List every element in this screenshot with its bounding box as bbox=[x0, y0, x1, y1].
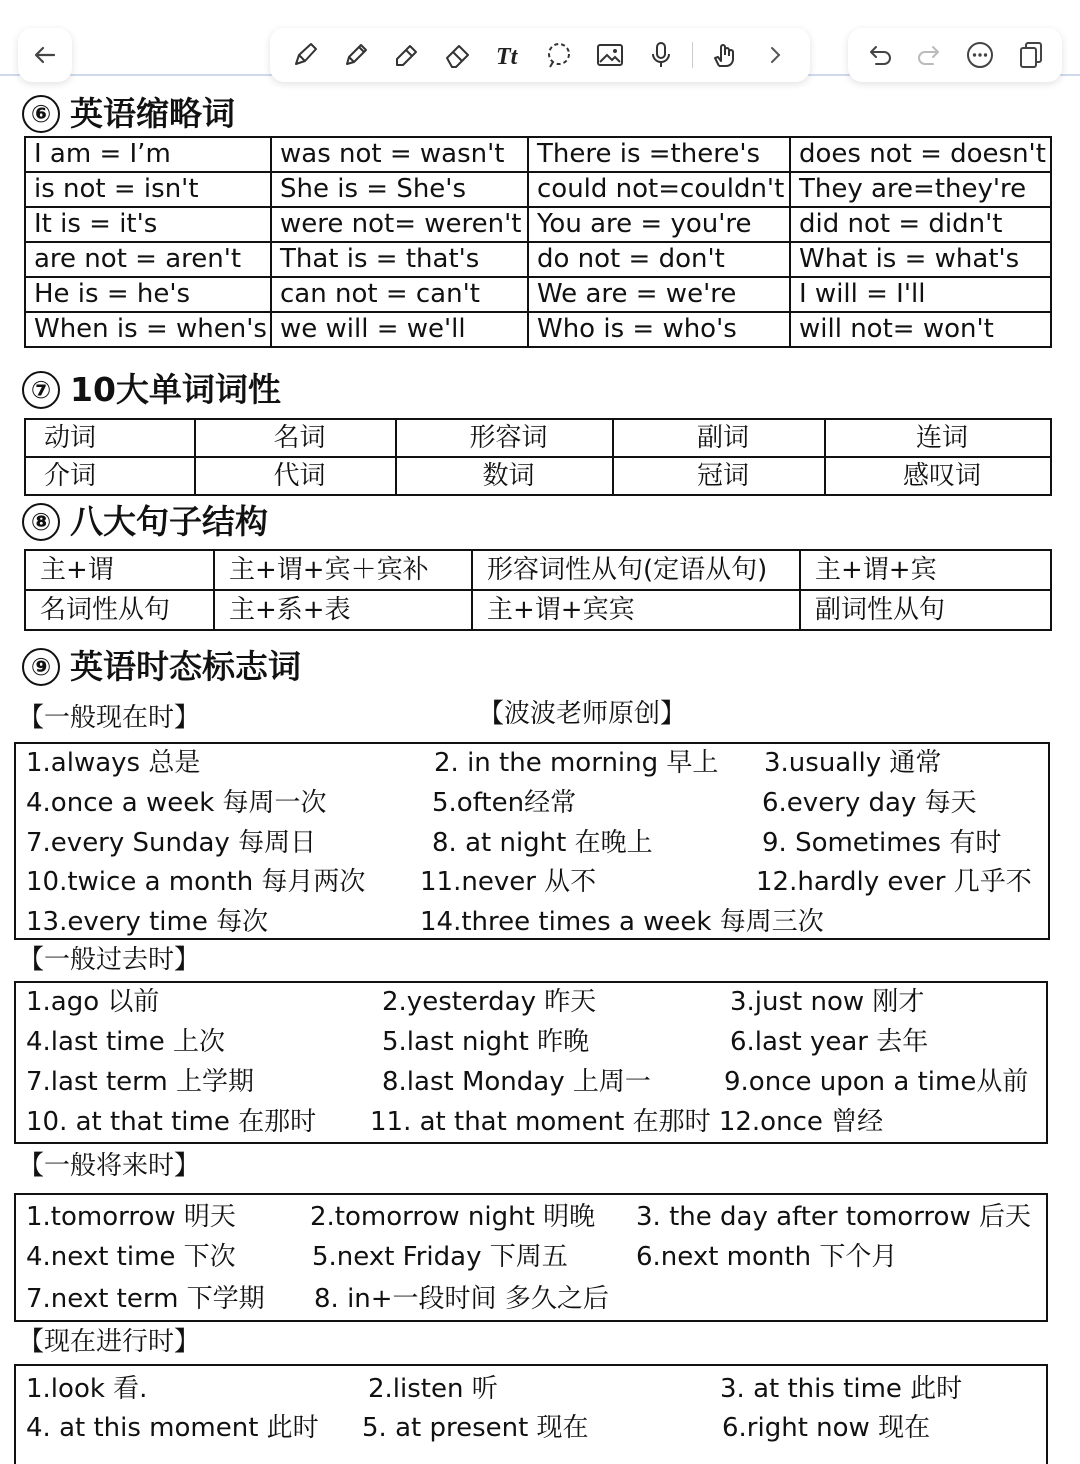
simple-past-item: 6.last year 去年 bbox=[730, 1027, 929, 1057]
structure-cell: 主+谓 bbox=[25, 550, 214, 590]
undo-icon[interactable] bbox=[859, 35, 899, 75]
present-continuous-box bbox=[14, 1364, 1048, 1464]
simple-present-box bbox=[14, 742, 1050, 940]
present-continuous-item: 5. at present 现在 bbox=[362, 1413, 589, 1443]
abbreviation-cell: Who is = who's bbox=[528, 312, 790, 347]
abbreviation-cell: She is = She's bbox=[271, 172, 528, 207]
simple-past-item: 1.ago 以前 bbox=[26, 987, 160, 1017]
structure-cell: 主+系+表 bbox=[214, 590, 472, 630]
section-number: ⑥ bbox=[22, 95, 60, 133]
word-class-cell: 名词 bbox=[195, 419, 396, 457]
present-continuous-item: 4. at this moment 此时 bbox=[26, 1413, 319, 1443]
simple-present-item: 3.usually 通常 bbox=[764, 748, 942, 778]
back-arrow-icon[interactable] bbox=[25, 35, 65, 75]
simple-future-label: 【一般将来时】 bbox=[18, 1151, 201, 1181]
simple-present-item: 2. in the morning 早上 bbox=[434, 748, 719, 778]
simple-present-item: 12.hardly ever 几乎不 bbox=[756, 867, 1032, 897]
simple-present-item: 4.once a week 每周一次 bbox=[26, 788, 327, 818]
simple-past-item: 9.once upon a time从前 bbox=[724, 1067, 1029, 1097]
simple-past-box bbox=[14, 981, 1048, 1144]
structure-cell: 主+谓+宾 bbox=[800, 550, 1051, 590]
section-title: 10大单词词性 bbox=[70, 370, 281, 409]
abbreviation-cell: do not = don't bbox=[528, 242, 790, 277]
svg-text:Tt: Tt bbox=[495, 44, 517, 70]
simple-present-item: 6.every day 每天 bbox=[762, 788, 977, 818]
simple-past-item: 2.yesterday 昨天 bbox=[382, 987, 597, 1017]
simple-present-item: 11.never 从不 bbox=[420, 867, 597, 897]
simple-future-item: 1.tomorrow 明天 bbox=[26, 1202, 236, 1232]
abbreviation-row bbox=[25, 137, 1051, 172]
text-tool-icon[interactable] bbox=[489, 35, 529, 75]
abbreviation-cell: will not= won't bbox=[790, 312, 1051, 347]
structure-cell: 主+谓+宾宾 bbox=[472, 590, 800, 630]
simple-future-item: 6.next month 下个月 bbox=[636, 1242, 898, 1272]
simple-past-label: 【一般过去时】 bbox=[18, 945, 201, 975]
section-number: ⑦ bbox=[22, 371, 60, 409]
word-class-cell: 连词 bbox=[825, 419, 1051, 457]
simple-future-item: 8. in+一段时间 多久之后 bbox=[314, 1284, 609, 1314]
abbreviation-cell: was not = wasn't bbox=[271, 137, 528, 172]
present-continuous-label: 【现在进行时】 bbox=[18, 1327, 201, 1357]
section-number: ⑧ bbox=[22, 503, 60, 541]
simple-past-item: 5.last night 昨晚 bbox=[382, 1027, 590, 1057]
sentence-structures-heading bbox=[22, 502, 268, 542]
abbreviation-row bbox=[25, 242, 1051, 277]
lasso-icon[interactable] bbox=[539, 35, 579, 75]
abbreviation-cell: They are=they're bbox=[790, 172, 1051, 207]
abbreviation-row bbox=[25, 172, 1051, 207]
redo-icon[interactable] bbox=[910, 35, 950, 75]
author-credit: 【波波老师原创】 bbox=[478, 699, 687, 729]
abbreviation-cell: were not= weren't bbox=[271, 207, 528, 242]
image-icon[interactable] bbox=[590, 35, 630, 75]
present-continuous-item: 2.listen 听 bbox=[368, 1374, 498, 1404]
parts-of-speech-table bbox=[24, 418, 1052, 496]
structure-row bbox=[25, 590, 1051, 630]
simple-present-item: 8. at night 在晚上 bbox=[432, 828, 653, 858]
present-continuous-item: 6.right now 现在 bbox=[722, 1413, 931, 1443]
word-class-cell: 冠词 bbox=[613, 457, 825, 495]
top-toolbar bbox=[0, 0, 1080, 80]
more-icon[interactable] bbox=[960, 35, 1000, 75]
abbreviation-cell: There is =there's bbox=[528, 137, 790, 172]
word-class-row bbox=[25, 457, 1051, 495]
simple-present-item: 13.every time 每次 bbox=[26, 907, 269, 937]
highlighter-icon[interactable] bbox=[387, 35, 427, 75]
drawing-tools bbox=[270, 28, 810, 82]
structure-cell: 名词性从句 bbox=[25, 590, 214, 630]
section-title: 英语时态标志词 bbox=[70, 647, 301, 686]
abbreviation-cell: What is = what's bbox=[790, 242, 1051, 277]
word-class-cell: 代词 bbox=[195, 457, 396, 495]
simple-present-item: 10.twice a month 每月两次 bbox=[26, 867, 366, 897]
abbreviation-row bbox=[25, 312, 1051, 347]
history-tools bbox=[848, 28, 1062, 82]
simple-present-label: 【一般现在时】 bbox=[18, 703, 201, 733]
simple-future-item: 5.next Friday 下周五 bbox=[312, 1242, 568, 1272]
simple-present-item: 9. Sometimes 有时 bbox=[762, 828, 1002, 858]
present-continuous-item: 1.look 看. bbox=[26, 1374, 148, 1404]
simple-past-item: 10. at that time 在那时 bbox=[26, 1107, 317, 1137]
section-number: ⑨ bbox=[22, 648, 60, 686]
abbreviation-cell: When is = when's bbox=[25, 312, 271, 347]
word-class-cell: 数词 bbox=[396, 457, 613, 495]
abbreviation-cell: did not = didn't bbox=[790, 207, 1051, 242]
toolbar-separator bbox=[692, 42, 693, 68]
present-continuous-item: 3. at this time 此时 bbox=[720, 1374, 963, 1404]
abbreviation-cell: That is = that's bbox=[271, 242, 528, 277]
structure-cell: 主+谓+宾＋宾补 bbox=[214, 550, 472, 590]
simple-future-item: 2.tomorrow night 明晚 bbox=[310, 1202, 596, 1232]
simple-future-box bbox=[14, 1193, 1048, 1322]
abbreviation-cell: It is = it's bbox=[25, 207, 271, 242]
abbreviation-cell: can not = can't bbox=[271, 277, 528, 312]
simple-present-item: 7.every Sunday 每周日 bbox=[26, 828, 317, 858]
eraser-icon[interactable] bbox=[438, 35, 478, 75]
pages-icon[interactable] bbox=[1011, 35, 1051, 75]
structure-cell: 副词性从句 bbox=[800, 590, 1051, 630]
pen-icon[interactable] bbox=[285, 35, 325, 75]
simple-present-item: 5.often经常 bbox=[432, 788, 577, 818]
simple-past-item: 8.last Monday 上周一 bbox=[382, 1067, 651, 1097]
simple-past-item: 3.just now 刚才 bbox=[730, 987, 925, 1017]
abbreviation-cell: does not = doesn't bbox=[790, 137, 1051, 172]
chevron-right-icon[interactable] bbox=[755, 35, 795, 75]
tenses-heading bbox=[22, 647, 301, 687]
section-title: 八大句子结构 bbox=[70, 502, 268, 541]
simple-past-item: 11. at that moment 在那时 12.once 曾经 bbox=[370, 1107, 884, 1137]
abbreviation-cell: we will = we'll bbox=[271, 312, 528, 347]
abbreviation-cell: are not = aren't bbox=[25, 242, 271, 277]
simple-future-item: 3. the day after tomorrow 后天 bbox=[636, 1202, 1031, 1232]
simple-present-item: 1.always 总是 bbox=[26, 748, 201, 778]
abbreviation-cell: I will = I'll bbox=[790, 277, 1051, 312]
word-class-cell: 介词 bbox=[25, 457, 195, 495]
sentence-structures-table bbox=[24, 549, 1052, 631]
abbreviation-cell: You are = you're bbox=[528, 207, 790, 242]
hand-touch-icon[interactable] bbox=[704, 35, 744, 75]
simple-past-item: 7.last term 上学期 bbox=[26, 1067, 254, 1097]
abbreviation-cell: could not=couldn't bbox=[528, 172, 790, 207]
word-class-cell: 副词 bbox=[613, 419, 825, 457]
word-class-row bbox=[25, 419, 1051, 457]
abbreviations-heading bbox=[22, 94, 235, 134]
abbreviation-cell: I am = I’m bbox=[25, 137, 271, 172]
word-class-cell: 形容词 bbox=[396, 419, 613, 457]
word-class-cell: 感叹词 bbox=[825, 457, 1051, 495]
structure-row bbox=[25, 550, 1051, 590]
simple-past-item: 4.last time 上次 bbox=[26, 1027, 225, 1057]
abbreviation-cell: We are = we're bbox=[528, 277, 790, 312]
structure-cell: 形容词性从句(定语从句) bbox=[472, 550, 800, 590]
abbreviation-row bbox=[25, 277, 1051, 312]
pencil-icon[interactable] bbox=[336, 35, 376, 75]
back-button[interactable] bbox=[18, 28, 72, 82]
simple-future-item: 4.next time 下次 bbox=[26, 1242, 236, 1272]
parts-of-speech-heading bbox=[22, 370, 281, 410]
microphone-icon[interactable] bbox=[641, 35, 681, 75]
abbreviations-table bbox=[24, 136, 1052, 348]
abbreviation-cell: is not = isn't bbox=[25, 172, 271, 207]
simple-present-item: 14.three times a week 每周三次 bbox=[420, 907, 824, 937]
section-title: 英语缩略词 bbox=[70, 94, 235, 133]
simple-future-item: 7.next term 下学期 bbox=[26, 1284, 265, 1314]
word-class-cell: 动词 bbox=[25, 419, 195, 457]
abbreviation-row bbox=[25, 207, 1051, 242]
abbreviation-cell: He is = he's bbox=[25, 277, 271, 312]
